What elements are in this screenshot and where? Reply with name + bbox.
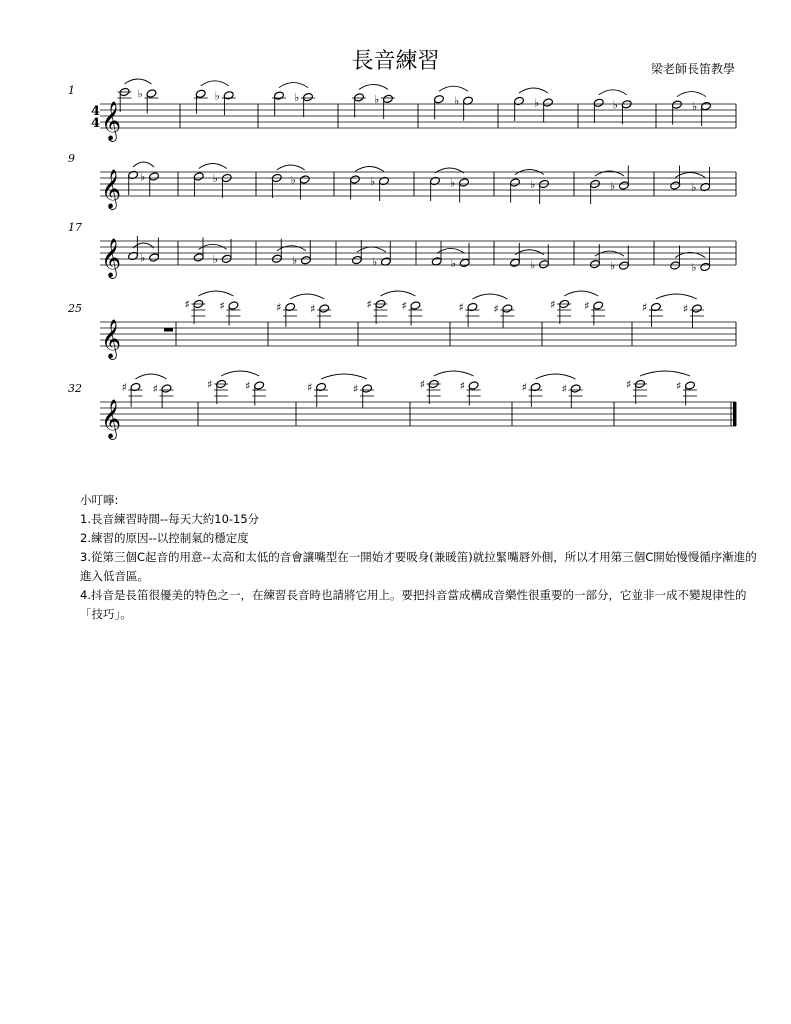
- half-note-head: [593, 301, 604, 310]
- tie-arc: [380, 291, 415, 296]
- tip-1: 1.長音練習時間--每天大約10-15分: [80, 512, 260, 526]
- treble-clef-icon: 𝄞: [101, 101, 122, 141]
- half-note-head: [410, 301, 421, 310]
- tie-arc: [472, 294, 507, 299]
- time-signature-bottom: 4: [91, 116, 101, 131]
- tie-arc: [133, 162, 154, 167]
- sharp-sign-icon: ♯: [307, 381, 313, 394]
- flat-sign-icon: ♭: [609, 259, 616, 273]
- notes-heading: 小叮嚀:: [80, 493, 119, 507]
- flat-sign-icon: ♭: [212, 172, 218, 185]
- half-note-head: [303, 92, 314, 101]
- sharp-sign-icon: ♯: [184, 298, 190, 311]
- half-note-head: [670, 261, 681, 270]
- flat-sign-icon: ♭: [453, 94, 460, 108]
- half-note-head: [619, 261, 630, 270]
- flat-sign-icon: ♭: [533, 96, 540, 110]
- sharp-sign-icon: ♯: [152, 382, 158, 396]
- sharp-sign-icon: ♯: [641, 301, 648, 314]
- half-note-head: [228, 301, 239, 310]
- final-barline: [733, 402, 736, 426]
- half-note-head: [193, 172, 204, 181]
- sharp-sign-icon: ♯: [207, 378, 213, 391]
- tie-arc: [640, 371, 690, 376]
- half-note-head: [670, 181, 681, 190]
- tie-arc: [277, 165, 305, 170]
- measure-number: 1: [68, 84, 75, 97]
- half-note-head: [146, 89, 157, 98]
- half-note-head: [672, 100, 683, 109]
- half-note-head: [149, 253, 160, 262]
- sharp-sign-icon: ♯: [245, 379, 251, 393]
- half-note-head: [195, 89, 206, 98]
- half-note-head: [149, 172, 160, 181]
- sharp-sign-icon: ♯: [366, 298, 372, 311]
- half-note-head: [193, 253, 204, 262]
- tie-arc: [279, 83, 308, 88]
- half-note-head: [502, 304, 513, 313]
- flat-sign-icon: ♭: [609, 179, 616, 193]
- sharp-sign-icon: ♯: [419, 378, 425, 391]
- whole-rest: [164, 328, 173, 332]
- treble-clef-icon: 𝄞: [101, 399, 122, 439]
- half-note-head: [319, 304, 330, 313]
- tie-arc: [355, 167, 384, 172]
- sharp-sign-icon: ♯: [458, 301, 464, 314]
- tip-3: 3.從第三個C起音的用意--太高和太低的音會讓嘴型在一開始才要吸身(兼暖笛)就拉緊嘴唇外側，所以才用第三個C開始慢慢循序漸進的進入低音區。: [80, 550, 757, 583]
- sharp-sign-icon: ♯: [310, 302, 316, 316]
- half-note-head: [352, 255, 363, 264]
- flat-sign-icon: ♭: [450, 256, 456, 270]
- tie-arc: [135, 374, 166, 379]
- half-note-head: [590, 259, 601, 268]
- half-note-head: [362, 384, 373, 393]
- sharp-sign-icon: ♯: [219, 299, 225, 313]
- half-note-head: [274, 91, 285, 100]
- flat-sign-icon: ♭: [529, 178, 536, 191]
- half-note-head: [593, 98, 604, 107]
- flat-sign-icon: ♭: [140, 251, 146, 265]
- half-note-head: [301, 256, 312, 265]
- flat-sign-icon: ♭: [529, 258, 536, 272]
- sharp-sign-icon: ♯: [682, 302, 689, 316]
- treble-clef-icon: 𝄞: [101, 238, 122, 278]
- tie-arc: [359, 84, 388, 89]
- flat-sign-icon: ♭: [212, 252, 218, 266]
- flat-sign-icon: ♭: [293, 91, 300, 105]
- half-note-head: [691, 304, 702, 313]
- flat-sign-icon: ♭: [449, 176, 456, 190]
- page-title: 長音練習: [351, 49, 440, 74]
- tie-arc: [656, 294, 697, 299]
- measure-number: 25: [68, 302, 82, 315]
- half-note-head: [383, 94, 394, 103]
- tie-arc: [321, 374, 367, 379]
- tie-arc: [290, 294, 324, 299]
- sharp-sign-icon: ♯: [121, 381, 127, 394]
- tie-arc: [564, 291, 598, 296]
- flat-sign-icon: ♭: [691, 100, 698, 114]
- sharp-sign-icon: ♯: [459, 379, 465, 393]
- sharp-sign-icon: ♯: [521, 381, 527, 394]
- measure-number: 17: [68, 221, 82, 234]
- tie-arc: [439, 86, 468, 91]
- sharp-sign-icon: ♯: [676, 379, 682, 393]
- half-note-head: [543, 98, 554, 107]
- flat-sign-icon: ♭: [691, 181, 697, 194]
- tie-arc: [434, 371, 474, 376]
- half-note-head: [459, 178, 470, 187]
- half-note-head: [299, 175, 310, 184]
- treble-clef-icon: 𝄞: [101, 319, 122, 359]
- time-signature-top: 4: [91, 104, 101, 119]
- composer-credit: 梁老師長笛教學: [650, 62, 735, 76]
- measure-number: 32: [68, 382, 82, 395]
- half-note-head: [254, 381, 265, 390]
- tie-arc: [677, 92, 706, 97]
- sharp-sign-icon: ♯: [626, 378, 632, 391]
- flat-sign-icon: ♭: [691, 260, 697, 274]
- flat-sign-icon: ♭: [140, 170, 146, 184]
- flat-sign-icon: ♭: [371, 255, 378, 269]
- half-note-head: [161, 384, 172, 393]
- half-note-head: [701, 101, 712, 110]
- half-note-head: [510, 178, 521, 187]
- half-note-head: [539, 260, 550, 269]
- half-note-head: [510, 258, 521, 267]
- flat-sign-icon: ♭: [290, 173, 296, 187]
- half-note-head: [354, 93, 365, 102]
- flat-sign-icon: ♭: [291, 254, 298, 268]
- score: [0, 0, 791, 480]
- flat-sign-icon: ♭: [137, 87, 143, 101]
- half-note-head: [459, 258, 470, 267]
- tie-arc: [599, 90, 627, 95]
- treble-clef-icon: 𝄞: [101, 169, 122, 209]
- half-note-head: [468, 381, 479, 390]
- measure-number: 9: [68, 152, 75, 165]
- sharp-sign-icon: ♯: [401, 299, 407, 313]
- tie-arc: [519, 88, 548, 93]
- half-note-head: [570, 384, 581, 393]
- tip-4: 4.抖音是長笛很優美的特色之一，在練習長音時也請將它用上。要把抖音當成構成音樂性很重要的一部分，它並非一成不變規律性的「技巧」。: [80, 588, 747, 621]
- half-note-head: [434, 95, 445, 104]
- sharp-sign-icon: ♯: [550, 298, 556, 311]
- sharp-sign-icon: ♯: [353, 382, 359, 396]
- flat-sign-icon: ♭: [612, 98, 618, 112]
- tie-arc: [124, 79, 151, 84]
- tip-2: 2.練習的原因--以控制氣的穩定度: [80, 531, 249, 545]
- sharp-sign-icon: ♯: [561, 382, 567, 396]
- tie-arc: [536, 374, 576, 379]
- tie-arc: [221, 371, 259, 376]
- sharp-sign-icon: ♯: [493, 302, 499, 316]
- flat-sign-icon: ♭: [369, 175, 376, 188]
- sharp-sign-icon: ♯: [584, 299, 590, 313]
- half-note-head: [685, 381, 696, 390]
- half-note-head: [619, 181, 630, 190]
- tie-arc: [198, 291, 233, 296]
- tie-arc: [201, 81, 229, 86]
- practice-notes: [80, 491, 760, 624]
- flat-sign-icon: ♭: [214, 89, 220, 103]
- half-note-head: [223, 91, 234, 100]
- half-note-head: [350, 175, 361, 184]
- sharp-sign-icon: ♯: [276, 301, 282, 314]
- half-note-head: [700, 262, 711, 271]
- flat-sign-icon: ♭: [373, 92, 380, 106]
- tie-arc: [199, 164, 227, 169]
